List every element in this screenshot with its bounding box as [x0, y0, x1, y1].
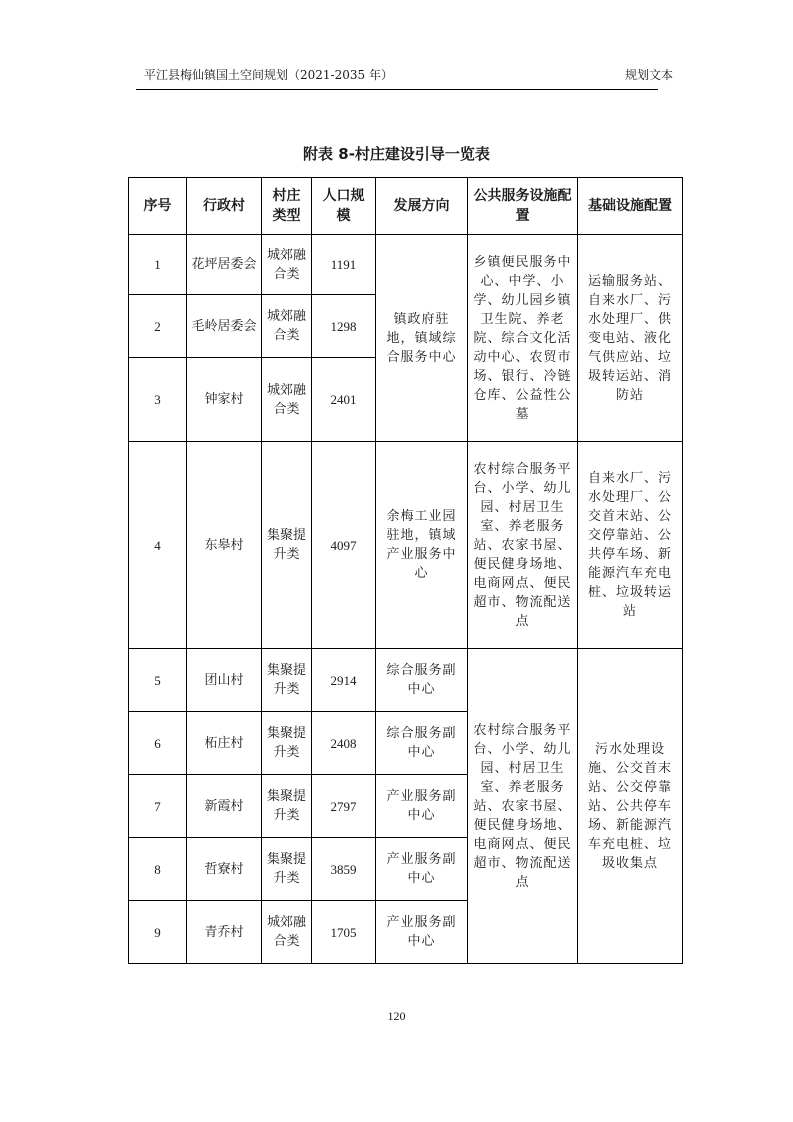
col-header-public-services: 公共服务设施配置: [468, 178, 578, 235]
row-no: 8: [129, 838, 187, 901]
row-no: 5: [129, 649, 187, 712]
village-type: 城郊融合类: [262, 358, 312, 442]
col-header-no: 序号: [129, 178, 187, 235]
population: 2401: [312, 358, 376, 442]
population: 1298: [312, 295, 376, 358]
population: 1191: [312, 235, 376, 295]
row-no: 9: [129, 901, 187, 964]
village-type: 集聚提升类: [262, 775, 312, 838]
village-name: 毛岭居委会: [187, 295, 262, 358]
development-direction: 镇政府驻地，镇域综合服务中心: [376, 235, 468, 442]
village-type: 集聚提升类: [262, 838, 312, 901]
col-header-population: 人口规模: [312, 178, 376, 235]
development-direction: 产业服务副中心: [376, 901, 468, 964]
row-no: 7: [129, 775, 187, 838]
village-type: 集聚提升类: [262, 649, 312, 712]
table-row: [129, 649, 683, 712]
village-name: 团山村: [187, 649, 262, 712]
col-header-village: 行政村: [187, 178, 262, 235]
development-direction: 综合服务副中心: [376, 712, 468, 775]
village-construction-table: [128, 177, 683, 964]
infrastructure: 自来水厂、污水处理厂、公交首末站、公交停靠站、公共停车场、新能源汽车充电桩、垃圾转运站: [578, 442, 683, 649]
public-services: 农村综合服务平台、小学、幼儿园、村居卫生室、养老服务站、农家书屋、便民健身场地、电商网点、便民超市、物流配送点: [468, 649, 578, 964]
section-label: 规划文本: [624, 68, 673, 82]
row-no: 2: [129, 295, 187, 358]
population: 4097: [312, 442, 376, 649]
row-no: 6: [129, 712, 187, 775]
development-direction: 产业服务副中心: [376, 838, 468, 901]
village-name: 东皋村: [187, 442, 262, 649]
village-type: 集聚提升类: [262, 712, 312, 775]
table-row: [129, 442, 683, 649]
population: 2797: [312, 775, 376, 838]
village-type: 城郊融合类: [262, 901, 312, 964]
infrastructure: 运输服务站、自来水厂、污水处理厂、供变电站、液化气供应站、垃圾转运站、消防站: [578, 235, 683, 442]
page-number: 120: [387, 1009, 406, 1023]
row-no: 1: [129, 235, 187, 295]
village-name: 新霞村: [187, 775, 262, 838]
col-header-direction: 发展方向: [376, 178, 468, 235]
village-type: 集聚提升类: [262, 442, 312, 649]
row-no: 3: [129, 358, 187, 442]
village-type: 城郊融合类: [262, 235, 312, 295]
table-title: 附表 8-村庄建设引导一览表: [303, 145, 490, 163]
population: 2914: [312, 649, 376, 712]
population: 2408: [312, 712, 376, 775]
col-header-infrastructure: 基础设施配置: [578, 178, 683, 235]
table-row: [129, 235, 683, 295]
row-no: 4: [129, 442, 187, 649]
public-services: 农村综合服务平台、小学、幼儿园、村居卫生室、养老服务站、农家书屋、便民健身场地、电商网点、便民超市、物流配送点: [468, 442, 578, 649]
table-header-row: [129, 178, 683, 235]
col-header-type: 村庄类型: [262, 178, 312, 235]
village-name: 钟家村: [187, 358, 262, 442]
village-name: 哲寮村: [187, 838, 262, 901]
public-services: 乡镇便民服务中心、中学、小学、幼儿园乡镇卫生院、养老院、综合文化活动中心、农贸市场、银行、冷链仓库、公益性公墓: [468, 235, 578, 442]
village-name: 青乔村: [187, 901, 262, 964]
document-title: 平江县梅仙镇国土空间规划（2021-2035 年）: [144, 68, 393, 82]
development-direction: 综合服务副中心: [376, 649, 468, 712]
development-direction: 余梅工业园驻地，镇域产业服务中心: [376, 442, 468, 649]
infrastructure: 污水处理设施、公交首末站、公交停靠站、公共停车场、新能源汽车充电桩、垃圾收集点: [578, 649, 683, 964]
development-direction: 产业服务副中心: [376, 775, 468, 838]
population: 1705: [312, 901, 376, 964]
population: 3859: [312, 838, 376, 901]
header-divider: [136, 89, 658, 90]
village-type: 城郊融合类: [262, 295, 312, 358]
village-name: 花坪居委会: [187, 235, 262, 295]
village-name: 柘庄村: [187, 712, 262, 775]
